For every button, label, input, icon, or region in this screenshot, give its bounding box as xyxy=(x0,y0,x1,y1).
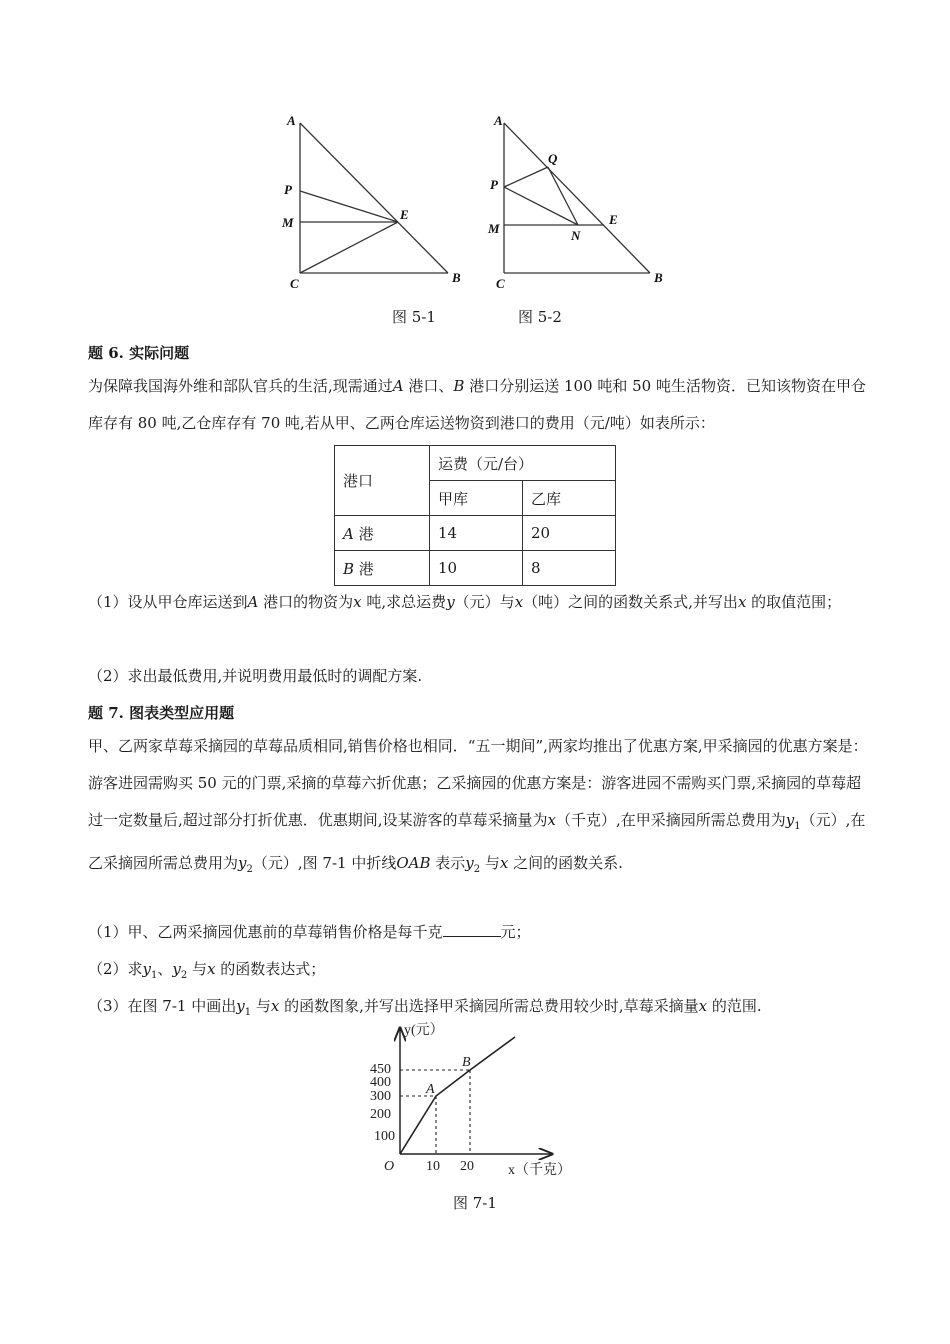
label-m: M xyxy=(282,215,294,230)
y-axis-label: y(元） xyxy=(404,1023,444,1038)
table-cell: 8 xyxy=(523,551,616,586)
caption-fig-7-1: 图 7-1 xyxy=(453,1194,497,1212)
label-b: B xyxy=(452,270,461,285)
segment-pn xyxy=(504,187,578,225)
caption-fig-5-2: 图 5-2 xyxy=(518,308,562,326)
table-row xyxy=(335,516,616,551)
table-cell-port: B 港 xyxy=(335,551,430,586)
label-a: A xyxy=(494,113,503,128)
q7-paragraph: 甲、乙两家草莓采摘园的草莓品质相同,销售价格也相同．“五一期间”,两家均推出了优惠方案,甲采摘园的优惠方案是：游客进园需购买 50 元的门票,采摘的草莓六折优惠；乙采摘园的优惠方案是：游客进园不需购买门票,采摘园的草莓超过一定数量后,超过部分打折优惠．优惠期间,设某游客的草莓采摘量为x（千克）,在甲采摘园所需总费用为$y_1$（元）,在乙采摘园所需总费用为$y_2$（元）,图 7-1 中折线OAB 表示$y_2$ 与x 之间的函数关系. xyxy=(88,737,868,875)
q7-sub-3: （3）在图 7-1 中画出$y_1$ 与x 的函数图象,并写出选择甲采摘园所需总费用较少时,草莓采摘量x 的范围. xyxy=(88,997,762,1018)
figure-5-2 xyxy=(480,105,680,300)
label-q: Q xyxy=(548,151,558,166)
x-tick-20: 20 xyxy=(460,1159,474,1174)
point-a-label: A xyxy=(426,1082,435,1097)
segment-qn xyxy=(548,167,578,225)
table-cell-port: A 港 xyxy=(335,516,430,551)
segment-pe xyxy=(300,191,398,222)
q7-sub-2: （2）求$y_1$、$y_2$ 与x 的函数表达式； xyxy=(88,960,326,981)
point-b-label: B xyxy=(462,1055,471,1070)
y-tick-200: 200 xyxy=(370,1107,391,1122)
q6-sub-2: （2）求出最低费用,并说明费用最低时的调配方案. xyxy=(88,667,423,685)
table-header-col2: 乙库 xyxy=(523,481,616,516)
label-a: A xyxy=(287,113,296,128)
segment-ce xyxy=(300,222,398,273)
answer-blank[interactable] xyxy=(443,922,501,937)
label-p: P xyxy=(490,177,498,192)
y-tick-400: 400 xyxy=(370,1075,391,1090)
label-c: C xyxy=(496,276,505,291)
table-row xyxy=(335,551,616,586)
label-m: M xyxy=(488,221,500,236)
table-cell: 10 xyxy=(430,551,523,586)
table-cell: 14 xyxy=(430,516,523,551)
table-header-col1: 甲库 xyxy=(430,481,523,516)
y-tick-450: 450 xyxy=(370,1062,391,1077)
freight-table xyxy=(334,445,616,586)
table-header-cost: 运费（元/台） xyxy=(430,446,616,481)
table-header-port: 港口 xyxy=(335,446,430,516)
y-tick-300: 300 xyxy=(370,1089,391,1104)
label-e: E xyxy=(609,212,618,227)
x-tick-10: 10 xyxy=(426,1159,440,1174)
origin-label: O xyxy=(384,1159,395,1174)
q7-title: 题 7. 图表类型应用题 xyxy=(88,704,235,722)
q6-sub-1: （1）设从甲仓库运送到A 港口的物资为x 吨,求总运费y（元）与x（吨）之间的函数关系式,并写出x 的取值范围； xyxy=(88,593,842,611)
figure-7-1-graph xyxy=(360,1020,600,1182)
label-e: E xyxy=(400,207,409,222)
label-c: C xyxy=(290,276,299,291)
line-oab xyxy=(400,1037,515,1154)
x-axis-label: x（千克） xyxy=(508,1163,571,1178)
q6-title: 题 6. 实际问题 xyxy=(88,344,190,362)
y-tick-100: 100 xyxy=(374,1129,395,1144)
label-p: P xyxy=(284,182,292,197)
label-n: N xyxy=(571,228,581,243)
figure-5-1 xyxy=(270,105,470,300)
q6-paragraph: 为保障我国海外维和部队官兵的生活,现需通过A 港口、B 港口分别运送 100 吨和 50 吨生活物资．已知该物资在甲仓库存有 80 吨,乙仓库存有 70 吨,若从甲、乙两仓库运送物资到港口的费用（元/吨）如表所示： xyxy=(88,377,866,432)
caption-fig-5-1: 图 5-1 xyxy=(392,308,436,326)
q7-sub-1: （1）甲、乙两采摘园优惠前的草莓销售价格是每千克 元； xyxy=(88,923,531,941)
table-cell: 20 xyxy=(523,516,616,551)
label-b: B xyxy=(654,270,663,285)
segment-pq xyxy=(504,167,548,187)
